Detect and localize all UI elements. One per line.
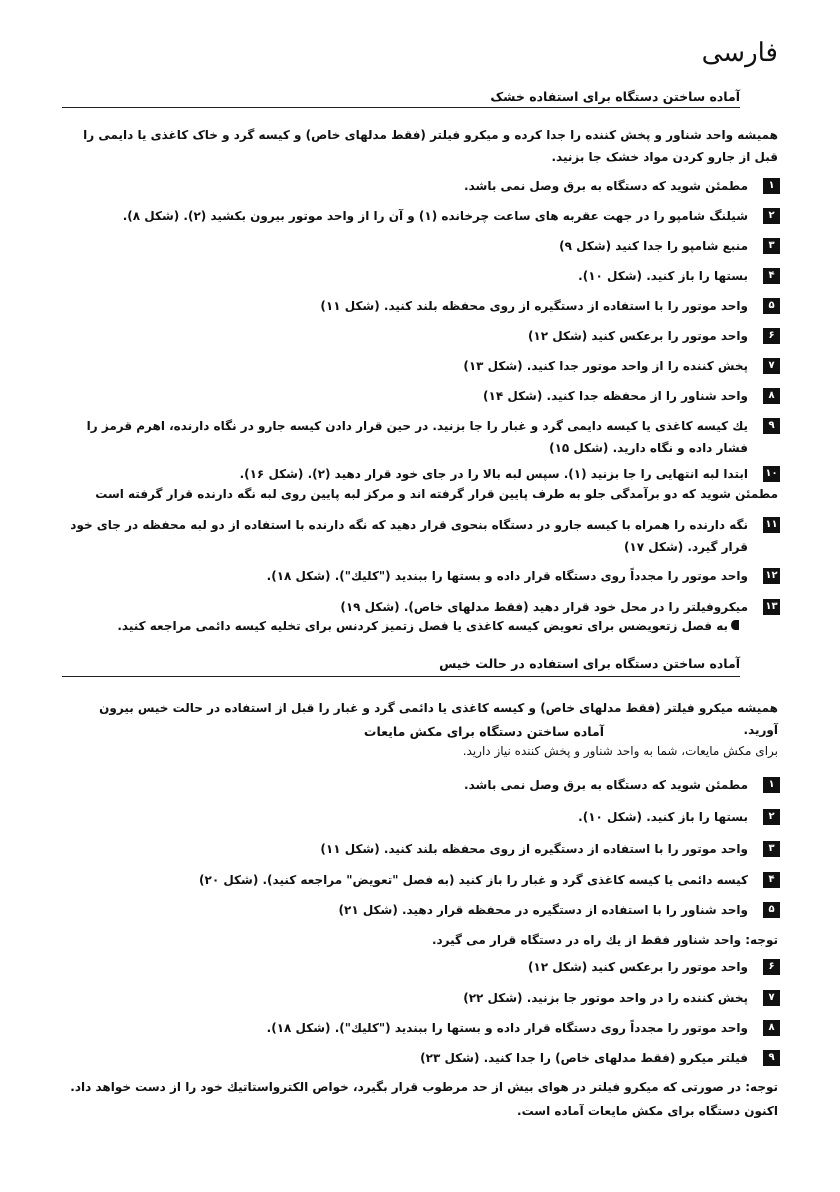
- step-number: ۵: [763, 902, 780, 918]
- dry-step: [62, 385, 780, 407]
- language-heading: فارسی: [701, 38, 778, 68]
- dry-step: [62, 205, 780, 227]
- dry-intro: همیشه واحد شناور و پخش کننده را جدا کرده و میکرو فیلتر (فقط مدلهای خاص) و کیسه گرد و خاک کاغذی یا دایمی را قبل از جارو کردن مواد خشک جا بزنید.: [83, 128, 778, 164]
- dry-step: [62, 355, 780, 377]
- wet-step: [62, 838, 780, 860]
- step-number: ۸: [763, 388, 780, 404]
- wet-note-micro: توجه: در صورتی که میکرو فیلتر در هوای بیش از حد مرطوب قرار بگیرد، خواص الکترواستاتیك خود را از دست خواهد داد.: [70, 1080, 778, 1094]
- step-number: ۴: [763, 268, 780, 284]
- dry-bullet-note: به فصل زتعویضس برای تعویض کیسه کاغذی یا فصل زتمیز کردنس برای تخلیه کیسه دائمی مراجعه کنید.: [117, 619, 728, 633]
- step-text: واحد موتور را برعکس کنید (شکل ۱۲): [527, 329, 748, 343]
- step-number: ۱: [763, 777, 780, 793]
- wet-note-float: توجه: واحد شناور فقط از یك راه در دستگاه قرار می گیرد.: [431, 933, 778, 947]
- liquid-subtitle: آماده ساختن دستگاه برای مکش مایعات: [363, 724, 604, 739]
- wet-step: [62, 956, 780, 978]
- wet-final: اکنون دستگاه برای مکش مایعات آماده است.: [517, 1104, 778, 1118]
- step-number: ۱۳: [763, 599, 780, 615]
- step-number: ۲: [763, 809, 780, 825]
- dry-step: [62, 235, 780, 257]
- step-text: ابتدا لبه انتهایی را جا بزنید (۱). سپس لبه بالا را در جای خود قرار دهید (۲). (شکل ۱۶).: [239, 467, 748, 481]
- dry-step: [62, 175, 780, 197]
- dry-step: [62, 514, 780, 558]
- step-number: ۹: [763, 418, 780, 434]
- step-text: واحد موتور را مجدداً روی دستگاه قرار داده و بستها را ببندید ("کلیك"). (شکل ۱۸).: [266, 1021, 748, 1035]
- step-number: ۱۲: [763, 568, 780, 584]
- dry-section-title: آماده ساختن دستگاه برای استفاده خشک: [490, 89, 740, 104]
- wet-step: [62, 869, 780, 891]
- step-text: یك کیسه کاغذی یا کیسه دایمی گرد و غبار را جا بزنید. در حین قرار دادن کیسه جارو در نگاه دارنده، اهرم قرمز را فشار داده و نگاه دارید. (شکل ۱۵): [86, 419, 748, 455]
- step-number: ۳: [763, 841, 780, 857]
- step-text: بستها را باز کنید. (شکل ۱۰).: [578, 810, 748, 824]
- step-number: ۴: [763, 872, 780, 888]
- dry-section-rule: [62, 107, 740, 108]
- step-text: واحد موتور را مجدداً روی دستگاه قرار داده و بستها را ببندید ("کلیك"). (شکل ۱۸).: [266, 569, 748, 583]
- step-text: مطمئن شوید که دستگاه به برق وصل نمی باشد.: [464, 179, 748, 193]
- wet-step: [62, 987, 780, 1009]
- step-text: واحد موتور را با استفاده از دستگیره از روی محفظه بلند کنید. (شکل ۱۱): [320, 842, 748, 856]
- step-number: ۸: [763, 1020, 780, 1036]
- dry-step: [62, 565, 780, 587]
- dry-step: [62, 265, 780, 287]
- step-text: بستها را باز کنید. (شکل ۱۰).: [578, 269, 748, 283]
- step-number: ۷: [763, 990, 780, 1006]
- dry-step-10-detail: مطمئن شوید که دو برآمدگی جلو به طرف پایین قرار گرفته اند و مرکز لبه پایین روی لبه نگه دارنده قرار گرفته است: [95, 487, 778, 501]
- step-text: پخش کننده را از واحد موتور جدا کنید. (شکل ۱۳): [463, 359, 748, 373]
- wet-step: [62, 899, 780, 921]
- step-text: واحد موتور را با استفاده از دستگیره از روی محفظه بلند کنید. (شکل ۱۱): [320, 299, 748, 313]
- step-text: پخش کننده را در واحد موتور جا بزنید. (شکل ۲۲): [463, 991, 748, 1005]
- step-text: نگه دارنده را همراه با کیسه جارو در دستگاه بنحوی قرار دهید که نگه دارنده با استفاده از دو لبه محفظه در جای خود قرار گیرد. (شکل ۱۷): [70, 518, 748, 554]
- wet-step: [62, 1017, 780, 1039]
- step-number: ۱۰: [763, 466, 780, 482]
- step-number: ۷: [763, 358, 780, 374]
- step-text: مطمئن شوید که دستگاه به برق وصل نمی باشد.: [464, 778, 748, 792]
- liquid-intro: برای مکش مایعات، شما به واحد شناور و پخش کننده نیاز دارید.: [462, 744, 778, 758]
- wet-step: [62, 806, 780, 828]
- step-number: ۱: [763, 178, 780, 194]
- step-text: واحد موتور را برعکس کنید (شکل ۱۲): [527, 960, 748, 974]
- step-number: ۱۱: [763, 517, 780, 533]
- step-text: میکروفیلتر را در محل خود قرار دهید (فقط مدلهای خاص). (شکل ۱۹): [340, 600, 748, 614]
- step-number: ۲: [763, 208, 780, 224]
- wet-section-title: آماده ساختن دستگاه برای استفاده در حالت خیس: [439, 656, 740, 671]
- dry-step: [62, 415, 780, 459]
- wet-step: [62, 774, 780, 796]
- step-text: شیلنگ شامپو را در جهت عقربه های ساعت چرخانده (۱) و آن را از واحد موتور بیرون بکشید (۲). (شکل ۸).: [122, 209, 748, 223]
- step-number: ۶: [763, 328, 780, 344]
- dry-step: [62, 463, 780, 485]
- dry-step: [62, 596, 780, 618]
- step-text: فیلتر میکرو (فقط مدلهای خاص) را جدا کنید. (شکل ۲۳): [420, 1051, 748, 1065]
- step-text: کیسه دائمی یا کیسه کاغذی گرد و غبار را باز کنید (به فصل "تعویض" مراجعه کنید). (شکل ۲۰): [199, 873, 748, 887]
- wet-intro: همیشه میکرو فیلتر (فقط مدلهای خاص) و کیسه کاغذی یا دائمی گرد و غبار را قبل از استفاده در حالت خیس بیرون آورید.: [99, 701, 778, 737]
- step-number: ۳: [763, 238, 780, 254]
- dry-step: [62, 325, 780, 347]
- wet-section-rule: [62, 676, 740, 677]
- step-text: منبع شامپو را جدا کنید (شکل ۹): [559, 239, 748, 253]
- dry-step: [62, 295, 780, 317]
- info-bullet-icon: [731, 620, 739, 630]
- step-number: ۵: [763, 298, 780, 314]
- step-text: واحد شناور را از محفظه جدا کنید. (شکل ۱۴): [483, 389, 748, 403]
- step-text: واحد شناور را با استفاده از دستگیره در محفظه قرار دهید. (شکل ۲۱): [338, 903, 748, 917]
- step-number: ۶: [763, 959, 780, 975]
- step-number: ۹: [763, 1050, 780, 1066]
- wet-step: [62, 1047, 780, 1069]
